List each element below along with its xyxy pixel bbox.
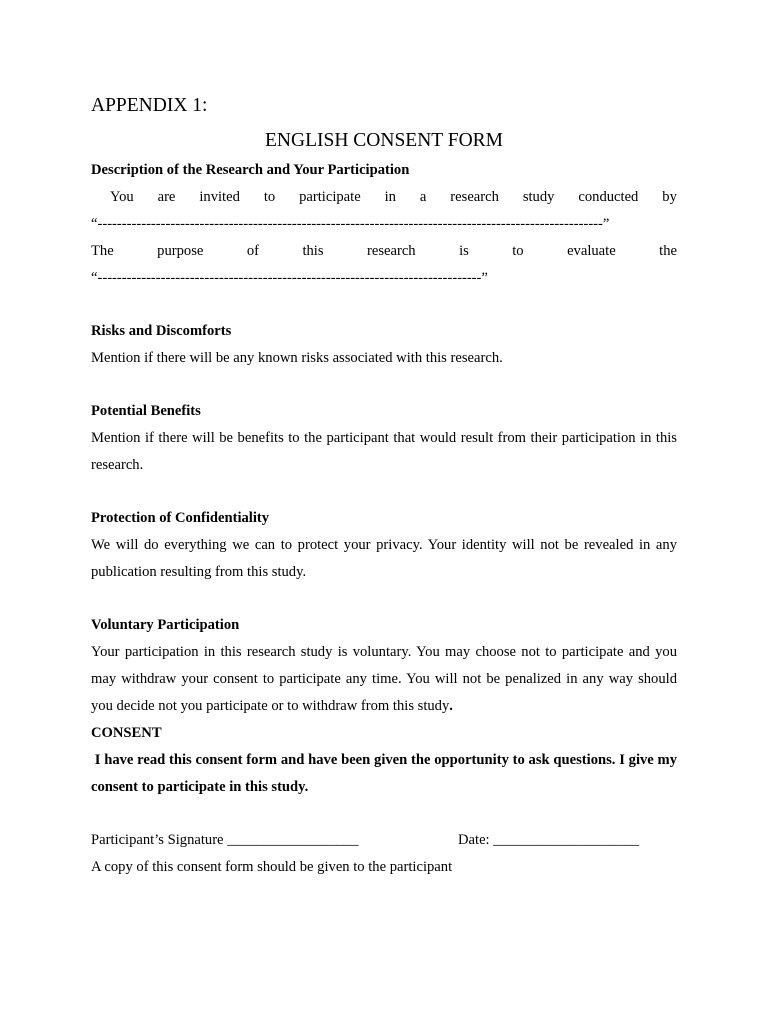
voluntary-end-mark: . (449, 698, 453, 714)
copy-note: A copy of this consent form should be given to the participant (91, 859, 453, 875)
description-line-3 (91, 238, 677, 265)
date-blank[interactable]: ____________________ (493, 832, 640, 848)
word: in (384, 189, 396, 205)
risks-heading: Risks and Discomforts (91, 323, 232, 339)
participant-signature[interactable] (91, 827, 359, 854)
voluntary-heading: Voluntary Participation (91, 617, 240, 633)
voluntary-paragraph (91, 639, 677, 720)
word: are (157, 189, 176, 205)
word: is (459, 243, 469, 259)
word: study (522, 189, 555, 205)
purpose-blank: “-------------------------------------------------------------------------------” (91, 270, 488, 286)
date-label: Date: (458, 832, 494, 848)
consent-text: I have read this consent form and have been given the opportunity to ask questions. I give my consent to participate in this study. (91, 752, 681, 795)
word: to (263, 189, 276, 205)
document-page (91, 94, 681, 881)
appendix-label: APPENDIX 1: (91, 95, 208, 116)
benefits-text: Mention if there will be benefits to the participant that would result from their participation in this research. (91, 430, 677, 473)
word: research (450, 189, 499, 205)
risks-text: Mention if there will be any known risks associated with this research. (91, 350, 503, 366)
signature-row (91, 827, 677, 854)
benefits-heading: Potential Benefits (91, 403, 201, 419)
participant-signature-label: Participant’s Signature (91, 832, 228, 848)
voluntary-text: Your participation in this research study is voluntary. You may choose not to participate and you may withdraw your consent to participate any time. You will not be penalized in any way should you decide not you participate or to withdraw from this study (91, 644, 677, 714)
signature-date[interactable] (458, 827, 639, 854)
word: this (302, 243, 324, 259)
confidentiality-text: We will do everything we can to protect your privacy. Your identity will not be revealed in any publication resulting from this study. (91, 537, 677, 580)
word: conducted (578, 189, 639, 205)
confidentiality-heading: Protection of Confidentiality (91, 510, 270, 526)
word: research (367, 243, 416, 259)
form-title: ENGLISH CONSENT FORM (265, 130, 503, 151)
word: by (662, 189, 677, 205)
word: purpose (157, 243, 204, 259)
word: The (91, 243, 114, 259)
word: You (110, 189, 134, 205)
word: of (246, 243, 259, 259)
description-heading: Description of the Research and Your Participation (91, 162, 410, 178)
researcher-blank: “--------------------------------------------------------------------------------------------------------” (91, 216, 610, 232)
word: the (659, 243, 677, 259)
word: a (419, 189, 427, 205)
participant-signature-blank[interactable]: __________________ (227, 832, 359, 848)
word: participate (299, 189, 361, 205)
word: invited (199, 189, 240, 205)
word: to (512, 243, 524, 259)
description-line-1 (91, 184, 677, 211)
consent-heading: CONSENT (91, 725, 162, 741)
word: evaluate (567, 243, 616, 259)
